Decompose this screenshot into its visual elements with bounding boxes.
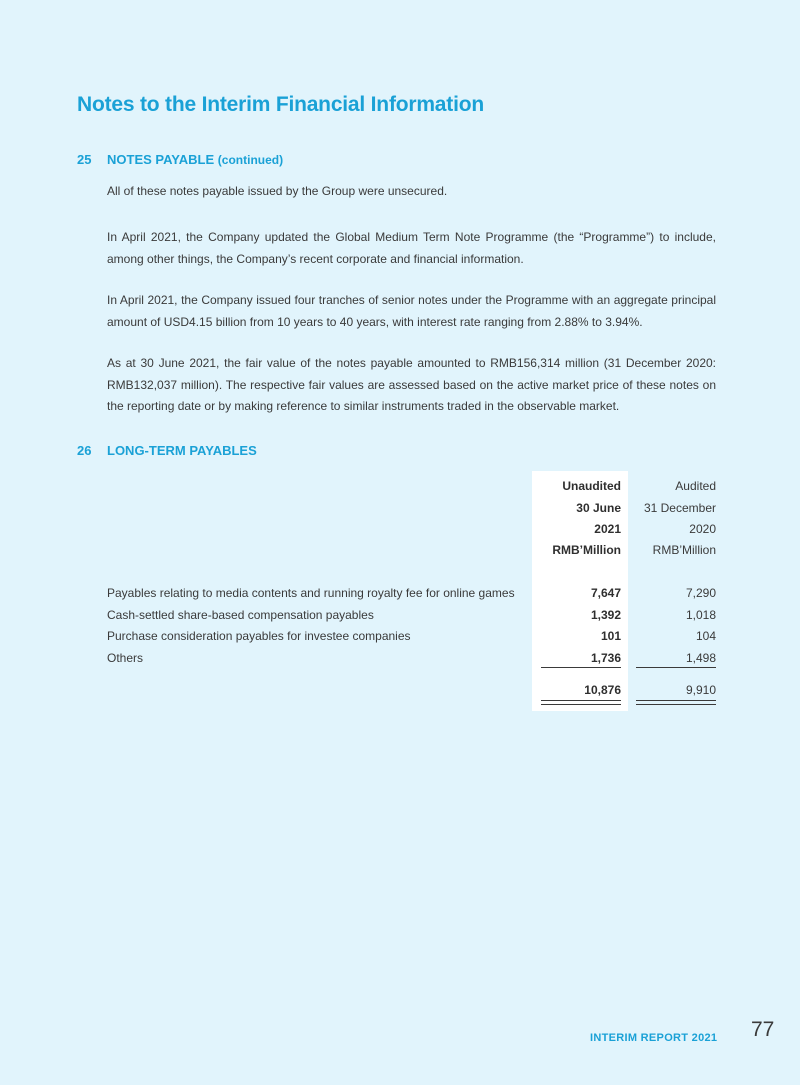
- table-total-2021: 10,876: [584, 683, 621, 697]
- table-row-label: Others: [107, 651, 144, 665]
- footer-report-label: INTERIM REPORT 2021: [590, 1032, 718, 1044]
- total-double-rule: [636, 700, 716, 705]
- column-header-status: Unaudited: [562, 479, 621, 493]
- paragraph-unsecured: All of these notes payable issued by the Group were unsecured.: [107, 184, 448, 198]
- section-title: NOTES PAYABLE: [107, 152, 215, 167]
- column-header-year: 2020: [689, 522, 716, 536]
- paragraph-fair-value: As at 30 June 2021, the fair value of the notes payable amounted to RMB156,314 million (31 December 2020: RMB132,037 million). The respective fair values are assessed based on the active market price of these notes on the reporting date or by making reference to similar instruments traded in the observable market.: [107, 356, 716, 413]
- table-cell-2020: 1,498: [685, 651, 716, 665]
- section-suffix: (continued): [217, 153, 284, 167]
- long-term-payables-table: [107, 471, 716, 711]
- column-header-unit: RMB’Million: [552, 543, 621, 557]
- section-number: 25: [77, 152, 92, 167]
- paragraph-programme-update: In April 2021, the Company updated the Global Medium Term Note Programme (the “Programme”) to include, among other things, the Company’s recent corporate and financial information.: [107, 230, 716, 266]
- page-title: Notes to the Interim Financial Information: [77, 93, 484, 116]
- table-cell-2020: 104: [695, 629, 716, 643]
- table-cell-2020: 1,018: [685, 608, 716, 622]
- section-heading-long-term-payables: [77, 443, 257, 458]
- table-cell-2021: 1,736: [590, 651, 621, 665]
- section-title: LONG-TERM PAYABLES: [107, 443, 257, 458]
- column-header-unit: RMB’Million: [652, 543, 716, 557]
- table-cell-2020: 7,290: [685, 586, 716, 600]
- table-row-label: Purchase consideration payables for investee companies: [107, 629, 411, 643]
- total-double-rule: [541, 700, 621, 705]
- section-heading-notes-payable: [77, 152, 283, 167]
- subtotal-rule: [636, 667, 716, 668]
- table-cell-2021: 101: [600, 629, 621, 643]
- table-row-label: Payables relating to media contents and running royalty fee for online games: [107, 586, 515, 600]
- subtotal-rule: [541, 667, 621, 668]
- table-cell-2021: 1,392: [590, 608, 621, 622]
- column-header-year: 2021: [594, 522, 621, 536]
- table-cell-2021: 7,647: [590, 586, 621, 600]
- table-total-2020: 9,910: [685, 683, 716, 697]
- section-number: 26: [77, 443, 92, 458]
- column-header-date: 31 December: [643, 501, 716, 515]
- column-header-date: 30 June: [576, 501, 621, 515]
- column-header-status: Audited: [675, 479, 716, 493]
- table-row-label: Cash-settled share-based compensation payables: [107, 608, 374, 622]
- page-number: 77: [751, 1018, 775, 1041]
- paragraph-senior-notes: In April 2021, the Company issued four tranches of senior notes under the Programme with an aggregate principal amount of USD4.15 billion from 10 years to 40 years, with interest rate ranging from 2.88% to 3.94%.: [107, 293, 716, 329]
